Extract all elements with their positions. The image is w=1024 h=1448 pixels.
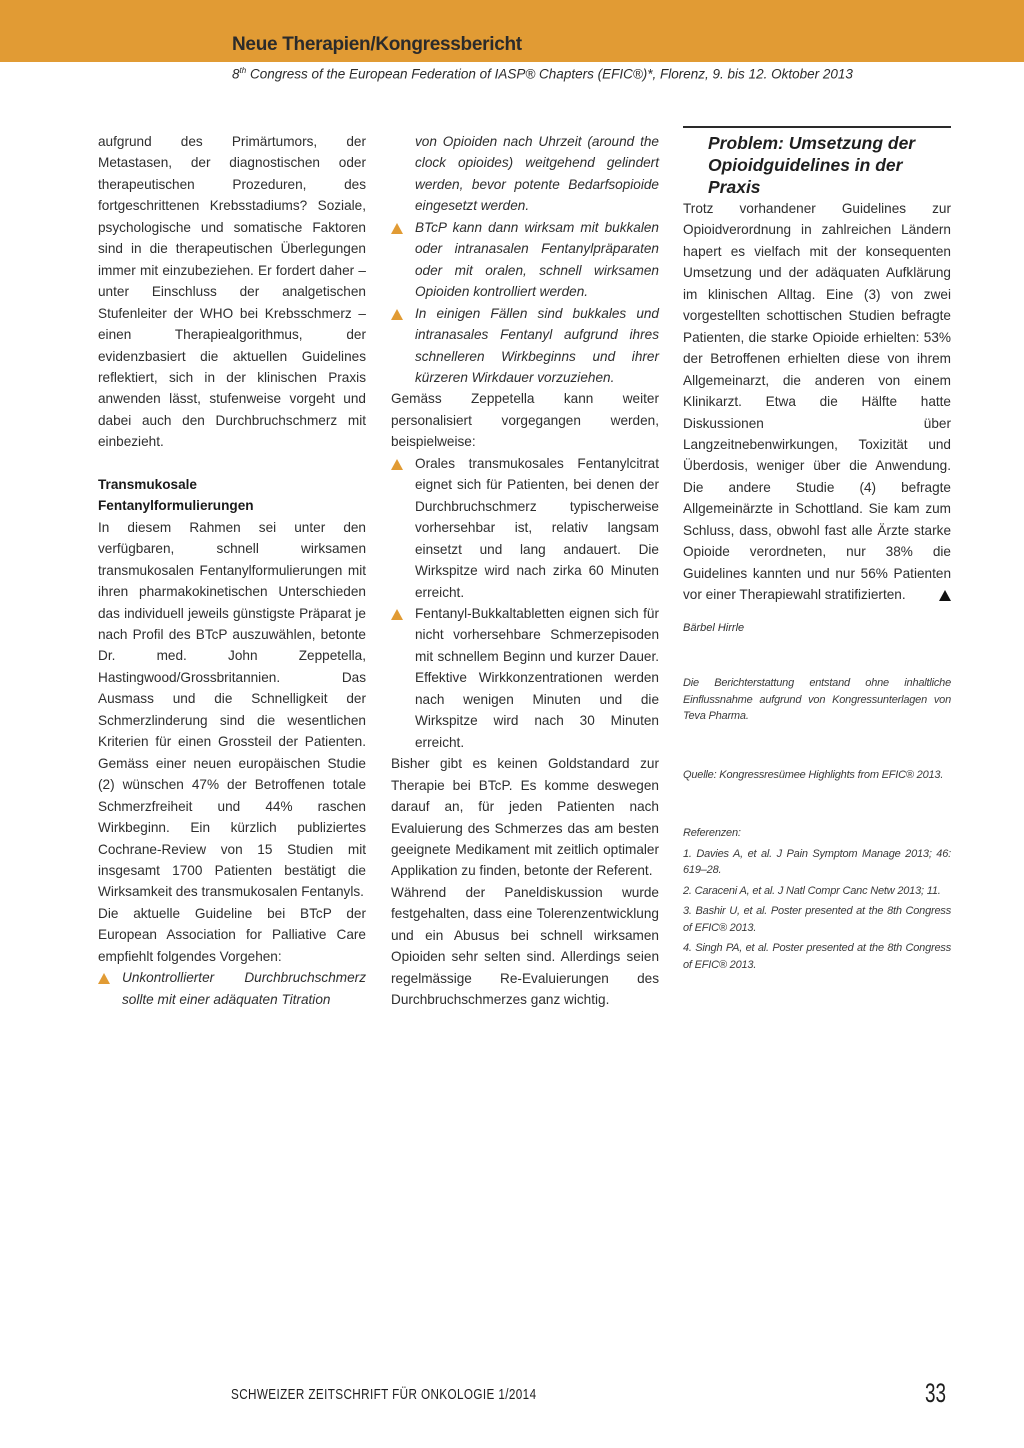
paragraph: aufgrund des Primärtumors, der Metastasen, der diagnostischen oder therapeutischen Prozeduren, des fortgeschrittenen Krebsstadiums? Soziale, psychologische und somatische Faktoren sind in die therapeutischen Überlegungen immer mit einzubeziehen. Er fordert daher – unter Einschluss der analgetischen Stufenleiter der WHO bei Krebsschmerz – einen Therapiealgorithmus, der evidenzbasiert die aktuellen Guidelines reflektiert, sich in der klinischen Praxis anwenden lässt, stufenweise vorgeht und dabei auch den Durchbruchschmerz mit einbezieht. [98,134,366,450]
congress-subtitle [232,66,853,82]
end-of-article-triangle-icon [939,590,951,601]
column-2 [391,131,659,1011]
bullet-text: Orales transmukosales Fentanylcitrat eignet sich für Patienten, bei denen der Durchbruchschmerz typischerweise vorhersehbar ist, relativ langsam einsetzt und lang andauert. Die Wirkspitze wird nach zirka 60 Minuten erreicht. [415,455,659,600]
triangle-bullet-icon [391,223,403,234]
bullet-item [391,453,659,603]
section-title: Neue Therapien/Kongressbericht [232,34,522,55]
disclosure-note: Die Berichterstattung entstand ohne inhaltliche Einflussnahme aufgrund von Kongressunterlagen von Teva Pharma. [683,677,951,723]
paragraph: Gemäss Zeppetella kann weiter personalisiert vorgegangen werden, beispielweise: [391,391,659,450]
subtitle-text: Congress of the European Federation of IASP® Chapters (EFIC®)*, Florenz, 9. bis 12. Oktober 2013 [246,66,853,82]
subheading-transmukosale: Transmukosale Fentanylformulierungen [98,476,254,514]
header-banner [0,0,1024,62]
paragraph: Die aktuelle Guideline bei BTcP der European Association for Palliative Care empfiehlt folgendes Vorgehen: [98,905,366,964]
source-note: Quelle: Kongressresümee Highlights from EFIC® 2013. [683,768,944,781]
bullet-text: von Opioiden nach Uhrzeit (around the clock opioides) weitgehend gelindert werden, bevor potente Bedarfsopioide eingesetzt werden. [415,134,659,214]
bullet-text: Unkontrollierter Durchbruchschmerz sollte mit einer adäquaten Titration [122,970,366,1007]
bullet-text: BTcP kann dann wirksam mit bukkalen oder intranasalen Fentanylpräparaten oder mit oralen, schnell wirksamen Opioiden kontrolliert werden. [415,219,659,300]
paragraph: In diesem Rahmen sei unter den verfügbaren, schnell wirksamen transmukosalen Fentanylformulierungen mit ihren pharmakokinetischen Unterschieden das individuell jeweils günstigste Präparat je nach Profil des BTcP auszuwählen, betonte Dr. med. John Zeppetella, Hastingwood/Grossbritannien. Das Ausmass und die Schnelligkeit der Schmerzlinderung sind die wesentlichen Kriterien für einen Grossteil der Patienten. Gemäss einer neuen europäischen Studie (2) wünschen 47% der Betroffenen totale Schmerzfreiheit und 44% raschen Wirkbeginn. Ein kürzlich publiziertes Cochrane-Review von 15 Studien mit insgesamt 1700 Patienten bestätigt die Wirksamkeit des transmukosalen Fentanyls. [98,519,366,900]
reference-item: 1. Davies A, et al. J Pain Symptom Manage 2013; 46: 619–28. [683,847,951,877]
reference-item: 4. Singh PA, et al. Poster presented at the 8th Congress of EFIC® 2013. [683,942,951,971]
triangle-bullet-icon [98,973,110,984]
bullet-item [391,603,659,753]
bullet-text: In einigen Fällen sind bukkales und intranasales Fentanyl aufgrund ihres schnelleren Wirkbeginns und ihrer kürzeren Wirkdauer vorzuziehen. [415,305,659,385]
references-label: Referenzen: [683,827,741,840]
reference-item: 3. Bashir U, et al. Poster presented at the 8th Congress of EFIC® 2013. [683,905,951,934]
author-name: Bärbel Hirrle [683,621,745,634]
paragraph: Während der Paneldiskussion wurde festgehalten, dass eine Tolerenzentwicklung und ein Abusus bei schnell wirksamen Opioiden sehr selten sind. Allerdings seien regelmässige Re-Evaluierungen des Durchbruchschmerzes ganz wichtig. [391,884,659,1008]
journal-name: SCHWEIZER ZEITSCHRIFT FÜR ONKOLOGIE 1/2014 [231,1386,537,1403]
bullet-text: Fentanyl-Bukkaltabletten eignen sich für nicht vorhersehbare Schmerzepisoden mit schnellem Beginn und kurzer Dauer. Effektive Wirkkonzentrationen werden nach wenigen Minuten und die Wirkspitze wird nach 30 Minuten erreicht. [415,605,659,750]
section-divider [683,126,951,128]
column-3 [683,126,951,973]
bullet-item [98,967,366,1010]
triangle-bullet-icon [391,609,403,620]
section-heading-problem: Problem: Umsetzung der Opioidguidelines in der Praxis [708,133,916,197]
subtitle-ordinal: 8 [232,66,240,82]
bullet-item [391,303,659,389]
column-1 [98,131,366,1010]
subtitle-ordinal-suffix: th [239,66,247,75]
reference-item: 2. Caraceni A, et al. J Natl Compr Canc Netw 2013; 11. [683,884,941,897]
page-number: 33 [925,1378,947,1408]
paragraph-text: Trotz vorhandener Guidelines zur Opioidverordnung in zahlreichen Ländern hapert es vielfach mit der konsequenten Umsetzung und der adäquaten Aufklärung im klinischen Alltag. Eine (3) von zwei vorgestellten schottischen Studien befragte Patienten, die starke Opioide erhielten: 53% der Betroffenen erhielten diese von ihrem Allgemeinarzt, die anderen von einem Klinikarzt. Etwa die Hälfte hatte Diskussionen über Langzeitnebenwirkungen, Toxizität und Überdosis, weniger über die Anwendung. Die andere Studie (4) befragte Allgemeinärzte in Schottland. Sie kam zum Schluss, dass, obwohl fast alle Ärzte starke Opioide verordneten, nur 38% die Guidelines kannten und nur 56% Patienten vor einer Therapiewahl stratifizierten. [683,201,951,603]
bullet-item-continued [391,131,659,217]
paragraph: Bisher gibt es keinen Goldstandard zur Therapie bei BTcP. Es komme deswegen darauf an, für jeden Patienten nach Evaluierung des Schmerzes das am besten geeignete Medikament mit zeitlich optimaler Applikation zu finden, betonte der Referent. [391,756,659,879]
paragraph [683,198,951,606]
triangle-bullet-icon [391,459,403,470]
bullet-item [391,217,659,303]
triangle-bullet-icon [391,309,403,320]
